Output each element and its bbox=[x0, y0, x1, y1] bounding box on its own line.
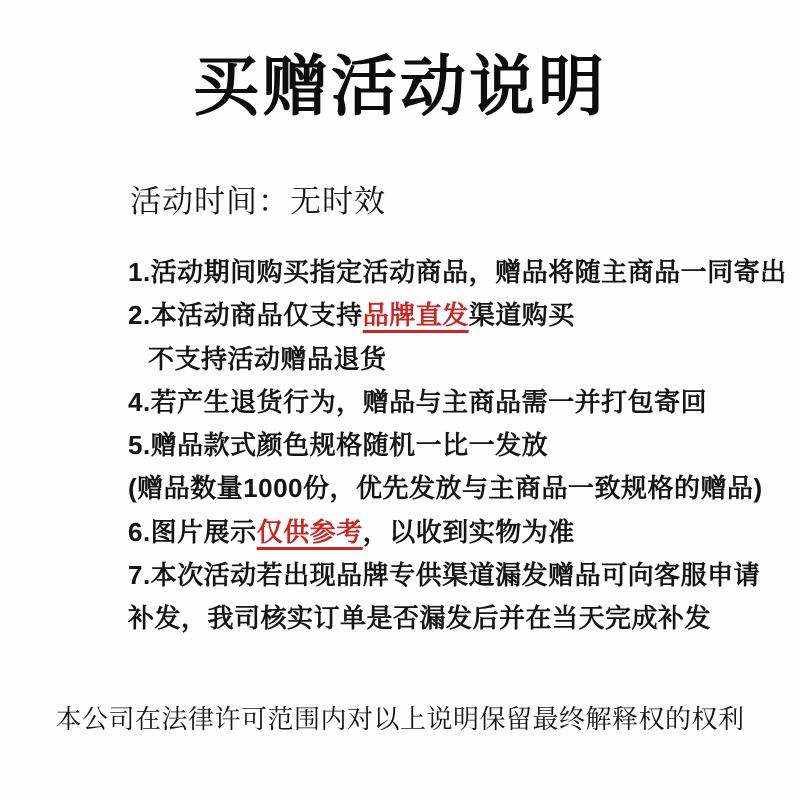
notice-line-7-text: 7.本次活动若出现品牌专供渠道漏发赠品可向客服申请 bbox=[128, 559, 761, 590]
notice-line-6-text: 6.图片展示 bbox=[128, 516, 257, 547]
notice-line-4-text: 4.若产生退货行为，赠品与主商品需一并打包寄回 bbox=[128, 386, 708, 417]
notice-line-7 bbox=[128, 559, 761, 590]
notice-line-1-text: 1.活动期间购买指定活动商品，赠品将随主商品一同寄出 bbox=[128, 256, 787, 287]
notice-line-4 bbox=[128, 386, 740, 417]
notice-line-3-text: 不支持活动赠品退货 bbox=[148, 343, 387, 374]
notice-line-5-text: 5.赠品款式颜色规格随机一比一发放 bbox=[128, 430, 549, 461]
notice-line-3 bbox=[128, 343, 740, 374]
legal-footer: 本公司在法律许可范围内对以上说明保留最终解释权的权利 bbox=[55, 704, 745, 734]
notice-line-5 bbox=[128, 432, 740, 459]
notice-line-2-text-end: 渠道购买 bbox=[468, 300, 575, 331]
notice-line-1 bbox=[128, 256, 787, 287]
notice-line-7-continued bbox=[128, 605, 740, 632]
notice-line-2-text: 2.本活动商品仅支持 bbox=[128, 300, 363, 331]
notice-list bbox=[128, 256, 787, 634]
activity-time-label: 活动时间：无时效 bbox=[130, 183, 386, 219]
notice-line-7-continued-text: 补发，我司核实订单是否漏发后并在当天完成补发 bbox=[128, 603, 712, 634]
notice-line-6-text-end: ，以收到实物为准 bbox=[362, 516, 575, 547]
notice-line-6-highlight: 仅供参考 bbox=[256, 516, 363, 547]
notice-line-2-highlight: 品牌直发 bbox=[362, 300, 469, 331]
notice-line-5-note bbox=[128, 473, 763, 504]
notice-line-6 bbox=[128, 516, 740, 547]
page-title: 买赠活动说明 bbox=[193, 49, 607, 123]
notice-line-2 bbox=[128, 302, 740, 329]
notice-line-5-note-text: (赠品数量1000份，优先发放与主商品一致规格的赠品) bbox=[128, 473, 763, 504]
